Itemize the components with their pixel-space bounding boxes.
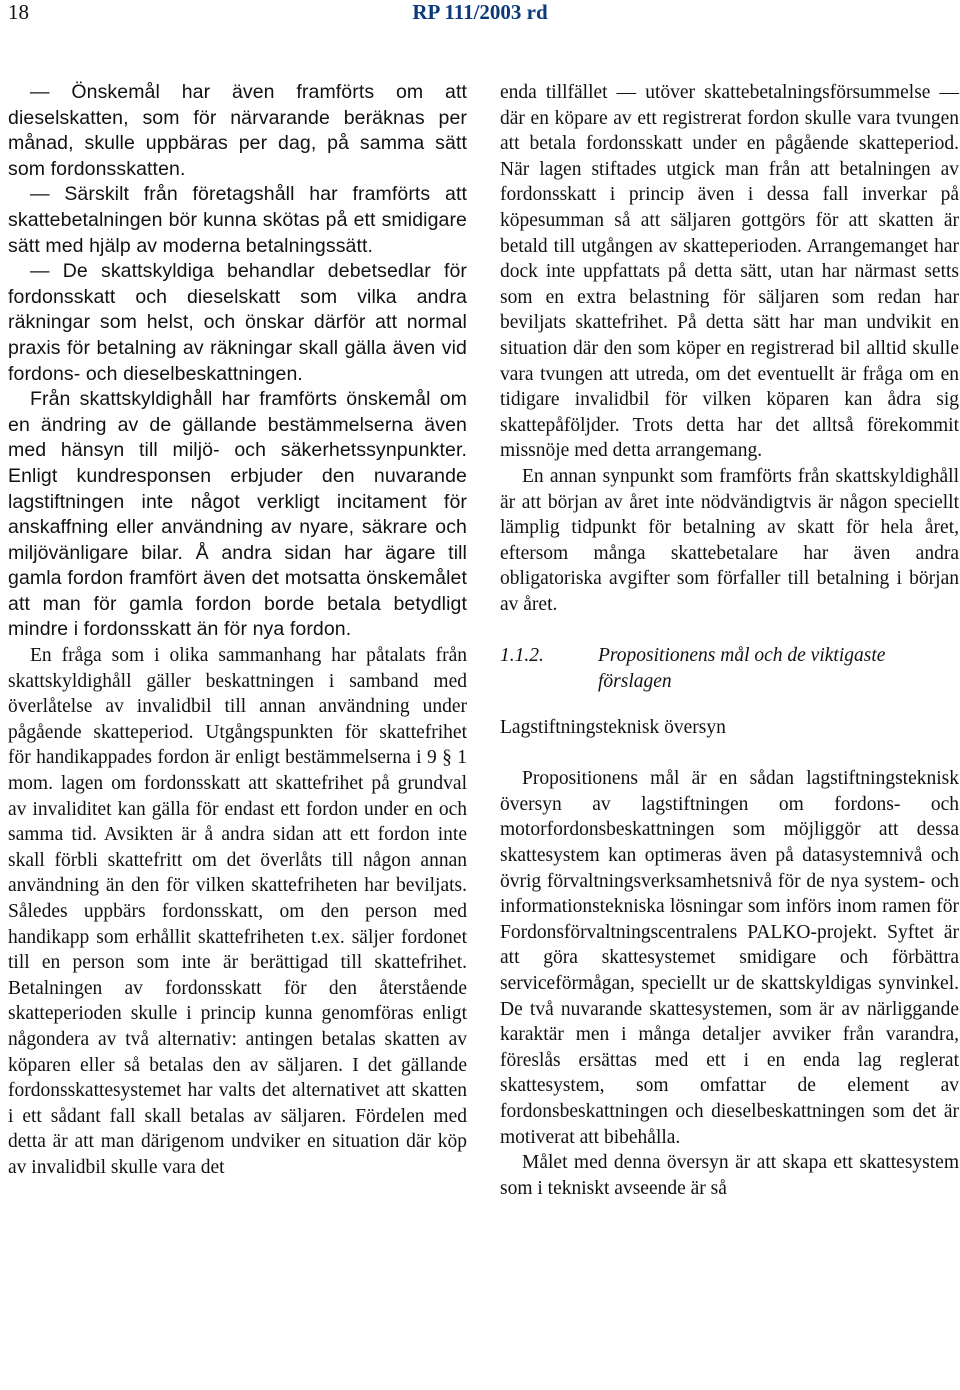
subsection-heading: Lagstiftningsteknisk översyn — [500, 716, 726, 738]
document-title: RP 111/2003 rd — [412, 0, 548, 24]
section-number: 1.1.2. — [500, 645, 544, 667]
bullet-paragraph: — Särskilt från företagshåll har framförts att skattebetalningen bör kunna skötas på ett smidigare sätt med hjälp av moderna betalningssätt. — [8, 183, 467, 257]
body-paragraph: enda tillfället — utöver skattebetalningsförsummelse — där en köpare av ett registrerat fordon skulle vara tvungen att betala fordonsskatt under en pågående skatteperiod. När lagen stiftades utgick man från att betalningen av fordonsskatt i princip även i dessa fall inverkar på köpesumman så att säljaren gottgörs för att skatten är betald till utgången av skatteperioden. Arrangemanget har dock inte uppfattats på detta sätt, utan har närmast setts som en extra belastning för säljaren som redan har beviljats skattefrihet. På detta sätt har man undvikit en situation där den som köper en registrerad bil alltid skulle vara tvungen att utreda, om det eventuellt är fråga om en tidigare invalidbil för vilken köparen kan ådra sig skattepåföljder. Trots detta har det alltså förekommit missnöje med detta arrangemang. — [500, 82, 959, 462]
body-paragraph: En annan synpunkt som framförts från skattskyldighåll är att början av året inte nödvändigtvis är någon speciellt lämplig tidpunkt för betalning av skatt för hela året, eftersom många skattebetalare har även andra obligatoriska avgifter som förfaller till betalning i början av året. — [500, 465, 959, 615]
body-paragraph: Målet med denna översyn är att skapa ett skattesystem som i tekniskt avseende är så — [500, 1152, 959, 1199]
bullet-paragraph: — Önskemål har även framförts om att dieselskatten, som för närvarande beräknas per månad, skulle uppbäras per dag, på samma sätt som fordonsskatten. — [8, 81, 467, 180]
body-paragraph: Propositionens mål är en sådan lagstiftningsteknisk översyn av lagstiftningen om fordons- och motorfordonsbeskattningen som möjliggör att dessa skattesystem kan optimeras även på datasystemnivå och övrig förvaltningsverksamhetsnivå för de nya system- och informationstekniska lösningar som införs inom ramen för Fordonsförvaltningscentralens PALKO-projekt. Syftet är att göra skattesystemet smidigare och förbättra serviceförmågan, speciellt ur de skattskyldigas synvinkel. De två nuvarande skattesystemen, som är av närliggande karaktär men i många detaljer avviker från varandra, föreslås ersättas med ett i en enda lag reglerat skattesystem, som omfattar de element av fordonsbeskattningen och dieselbeskattningen som det är motiverat att bibehålla. — [500, 768, 959, 1148]
right-column — [500, 80, 959, 1201]
body-paragraph: En fråga som i olika sammanhang har påtalats från skattskyldighåll gäller beskattningen i samband med överlåtelse av invalidbil till annan användning under pågående skatteperiod. Utgångspunkten för skattefrihet för handikappades fordon är enligt bestämmelserna i 9 § 1 mom. lagen om fordonsskatt att skattefrihet på grundval av invaliditet kan gälla för endast ett fordon under en och samma tid. Avsikten är å andra sidan att ett fordon inte skall förbli skattefritt om det överlåts till någon annan användning än den för vilken skattefriheten har beviljats. Således uppbärs fordonsskatt, om den person med handikapp som erhållit skattefriheten t.ex. säljer fordonet till en person som inte är berättigad till skattefrihet. Betalningen av fordonsskatt för den återstående skatteperioden skulle i princip kunna genomföras enligt någondera av två alternativ: antingen betalas skatten av köparen eller så betalas den av säljaren. I det gällande fordonsskattesystemet har valts det alternativet att skatten i ett sådant fall skall betalas av säljaren. Fördelen med detta är att man därigenom undviker en situation där köp av invalidbil skulle vara det — [8, 645, 467, 1178]
section-heading — [500, 643, 959, 694]
left-column — [8, 80, 467, 1181]
page-header — [0, 0, 960, 34]
page-number: 18 — [8, 0, 29, 24]
section-title: Propositionens mål och de viktigaste förslagen — [598, 645, 886, 693]
bullet-paragraph: — De skattskyldiga behandlar debetsedlar för fordonsskatt och dieselskatt som vilka andra räkningar som helst, och önskar därför att normal praxis för betalning av räkningar skall gälla även vid fordons- och dieselbeskattningen. — [8, 260, 467, 385]
body-paragraph: Från skattskyldighåll har framförts önskemål om en ändring av de gällande bestämmelserna även med hänsyn till miljö- och säkerhetssynpunkter. Enligt kundresponsen erbjuder den nuvarande lagstiftningen inte något verkligt incitament för anskaffning eller användning av nyare, säkrare och miljövänligare bilar. Å andra sidan har ägare till gamla fordon framfört även det motsatta önskemålet att man för gamla fordon borde betala betydligt mindre i fordonsskatt än för nya fordon. — [8, 388, 467, 641]
